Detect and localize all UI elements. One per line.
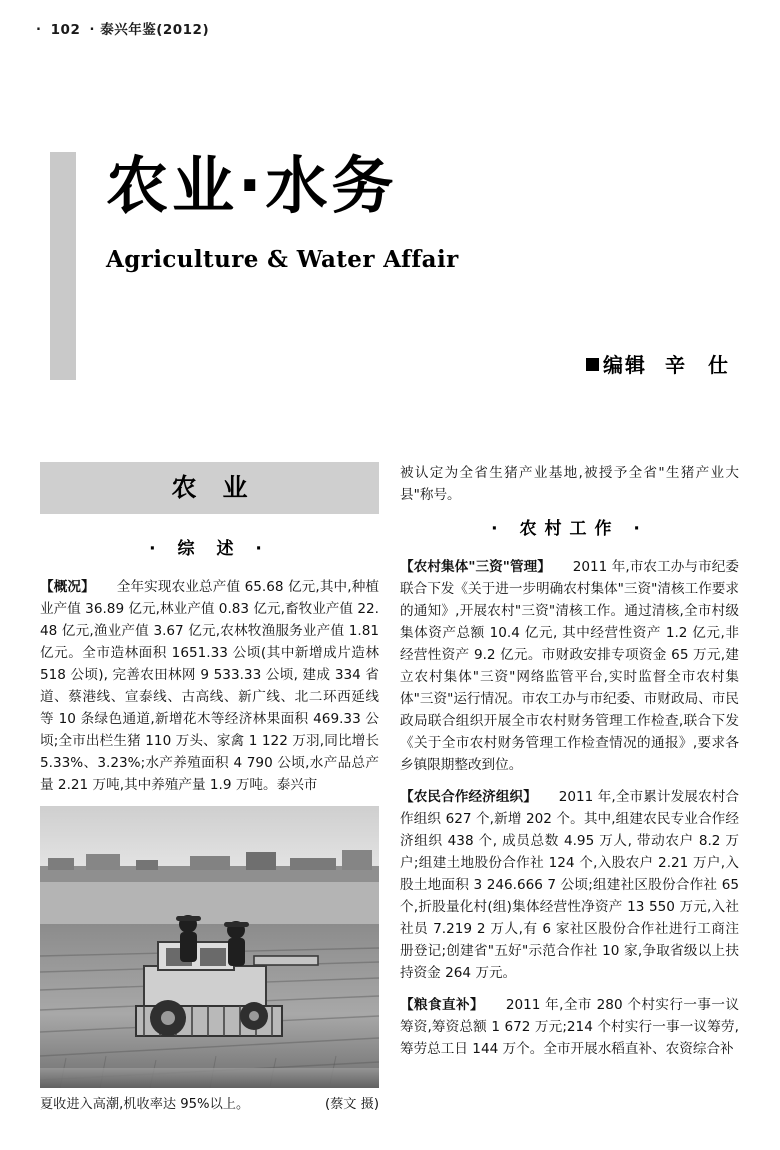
paragraph-text: 2011 年,全市 280 个村实行一事一议筹资,筹资总额 1 672 万元;214 个村实行一事一议筹劳,筹劳总工日 144 万个。全市开展水稻直补、农资综合补 xyxy=(400,996,739,1057)
paragraph-lead-label: 【农村集体"三资"管理】 xyxy=(400,558,551,575)
paragraph-text: 2011 年,市农工办与市纪委联合下发《关于进一步明确农村集体"三资"清核工作要求的通知》,开展农村"三资"清核工作。通过清核,全市村级集体资产总额 10.4 亿元, 其中经营性资产 1.2 亿元,非经营性资产 9.2 亿元。市财政安排专项资金 65 万元,建立农村集体"三资"网络监管平台,实时监督全市农村集体"三资"运行情况。市农工办与市纪委、市财政局、市民政局联合组织开展全市农村财务管理工作检查,联合下发《关于全市农村财务管理工作检查情况的通报》,要求各乡镇限期整改到位。 xyxy=(400,558,739,773)
paragraph-text: 全年实现农业总产值 65.68 亿元,其中,种植业产值 36.89 亿元,林业产值 0.83 亿元,畜牧业产值 22.48 亿元,渔业产值 3.67 亿元,农林牧渔服务业产值 1.81 亿元。全市造林面积 1651.33 公顷(其中新增成片造林 518 公顷), 完善农田林网 9 533.33 公顷, 建成 334 省道、蔡港线、宣泰线、古高线、新广线、北二环西延线等 10 条绿色通道,新增花木等经济林果面积 469.33 公顷;全市出栏生猪 110 万头、家禽 1 122 万羽,同比增长 5.33%、3.23%;水产养殖面积 4 790 公顷,水产品总产量 2.21 万吨,其中养殖产量 1.9 万吨。泰兴市 xyxy=(40,578,379,793)
paragraph-three-assets xyxy=(400,556,739,776)
paragraph-continuation: 被认定为全省生猪产业基地,被授予全省"生猪产业大县"称号。 xyxy=(400,465,739,504)
editor-credit xyxy=(586,349,736,378)
photo-caption xyxy=(40,1094,379,1115)
page-number: 102 xyxy=(50,22,81,38)
section-banner-agriculture: 农业 xyxy=(40,462,379,514)
harvest-combine-photo xyxy=(40,806,379,1088)
subsection-heading-rural-work: · 农村工作 · xyxy=(491,519,648,540)
paragraph-lead-label: 【概况】 xyxy=(40,578,95,595)
left-column xyxy=(40,462,379,1115)
square-bullet-icon xyxy=(586,358,599,371)
book-title: 泰兴年鉴(2012) xyxy=(100,22,210,38)
page-subtitle-english: Agriculture & Water Affair xyxy=(106,246,459,273)
paragraph-farmer-cooperatives xyxy=(400,786,739,984)
title-accent-bar xyxy=(50,152,76,380)
caption-text: 夏收进入高潮,机收率达 95%以上。 xyxy=(40,1096,250,1112)
editor-name: 辛 仕 xyxy=(665,353,736,377)
paragraph-overview xyxy=(40,576,379,796)
running-head-dot: · xyxy=(36,22,42,38)
paragraph-lead-label: 【粮食直补】 xyxy=(400,996,485,1013)
editor-label: 编辑 xyxy=(603,353,648,377)
subsection-heading-overview: · 综 述 · xyxy=(149,539,270,559)
paragraph-text: 2011 年,全市累计发展农村合作组织 627 个,新增 202 个。其中,组建农民专业合作经济组织 438 个, 成员总数 4.95 万人, 带动农户 8.2 万户;组建土地股份合作社 124 个,入股农户 2.21 万户,入股土地面积 3 246.666 7 公顷;组建社区股份合作社 65 个,折股量化村(组)集体经营性净资产 13 550 万元,入社社员 7.219 2 万人,有 6 家社区股份合作社进行工商注册登记;创建省"五好"示范合作社 10 家,争取省级以上扶持资金 264 万元。 xyxy=(400,788,739,981)
paragraph-lead-label: 【农民合作经济组织】 xyxy=(400,788,537,805)
right-column xyxy=(400,462,739,1070)
photo-block xyxy=(40,806,379,1115)
caption-credit: (蔡文 摄) xyxy=(324,1096,379,1112)
paragraph-grain-subsidy xyxy=(400,994,739,1060)
running-head xyxy=(36,18,209,38)
page-title: 农业·水务 xyxy=(106,149,398,222)
running-head-separator: · xyxy=(89,22,95,38)
